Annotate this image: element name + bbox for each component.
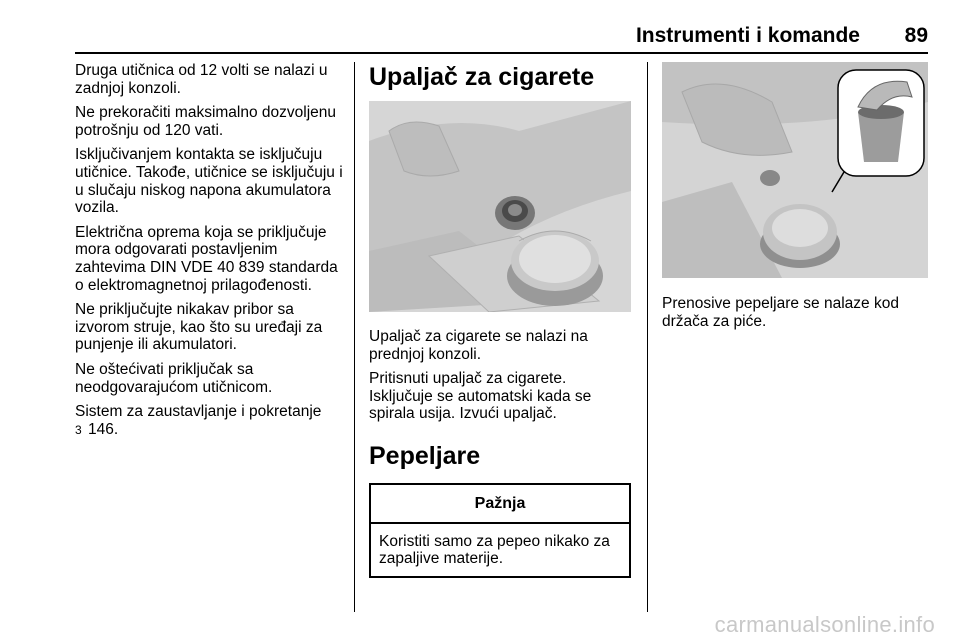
header-rule — [75, 52, 928, 54]
paragraph-text: Sistem za zaustavljanje i pokretanje — [75, 403, 322, 421]
column-divider-2 — [647, 62, 648, 612]
paragraph: Ne prekoračiti maksimalno dozvoljenu potrošnju od 120 vati. — [75, 104, 337, 139]
notice-body: Koristiti samo za pepeo nikako za zapaljive materije. — [379, 532, 610, 568]
page-reference-arrow-icon: 3 — [75, 422, 82, 437]
column-2 — [369, 62, 631, 578]
paragraph-with-reference — [75, 403, 343, 439]
page-reference-link[interactable]: 146. — [88, 420, 119, 438]
paragraph: Električna oprema koja se priključuje mora odgovarati postavljenim zahtevima DIN VDE 40 839 standarda o elektromagnetnoj prilagođenosti. — [75, 223, 338, 294]
paragraph: Upaljač za cigarete se nalazi na prednjoj konzoli. — [369, 328, 588, 363]
watermark: carmanualsonline.info — [714, 612, 935, 637]
paragraph: Ne oštećivati priključak sa neodgovarajućom utičnicom. — [75, 360, 273, 396]
paragraph: Ne priključujte nikakav pribor sa izvorom struje, kao što su uređaji za punjenje ili akumulatori. — [75, 301, 323, 354]
portable-ashtray-illustration — [662, 62, 928, 278]
page-number: 89 — [904, 24, 928, 47]
column-divider-1 — [354, 62, 355, 612]
caution-notice-box — [369, 483, 631, 578]
page-header-title: Instrumenti i komande — [635, 24, 860, 47]
notice-title: Pažnja — [371, 485, 629, 524]
paragraph: Druga utičnica od 12 volti se nalazi u zadnjoj konzoli. — [75, 62, 328, 97]
paragraph: Isključivanjem kontakta se isključuju utičnice. Takođe, utičnice se isključuju i u slučaju niskog napona akumulatora vozila. — [75, 146, 343, 217]
paragraph: Prenosive pepeljare se nalaze kod držača za piće. — [662, 295, 899, 330]
column-3 — [662, 62, 928, 337]
cigarette-lighter-illustration — [369, 101, 631, 312]
column-1 — [75, 62, 343, 446]
paragraph: Pritisnuti upaljač za cigarete. Isključuje se automatski kada se spirala usija. Izvući upaljač. — [369, 370, 592, 423]
section-heading-cigarette-lighter: Upaljač za cigarete — [369, 63, 595, 91]
section-heading-ashtrays: Pepeljare — [369, 441, 481, 470]
